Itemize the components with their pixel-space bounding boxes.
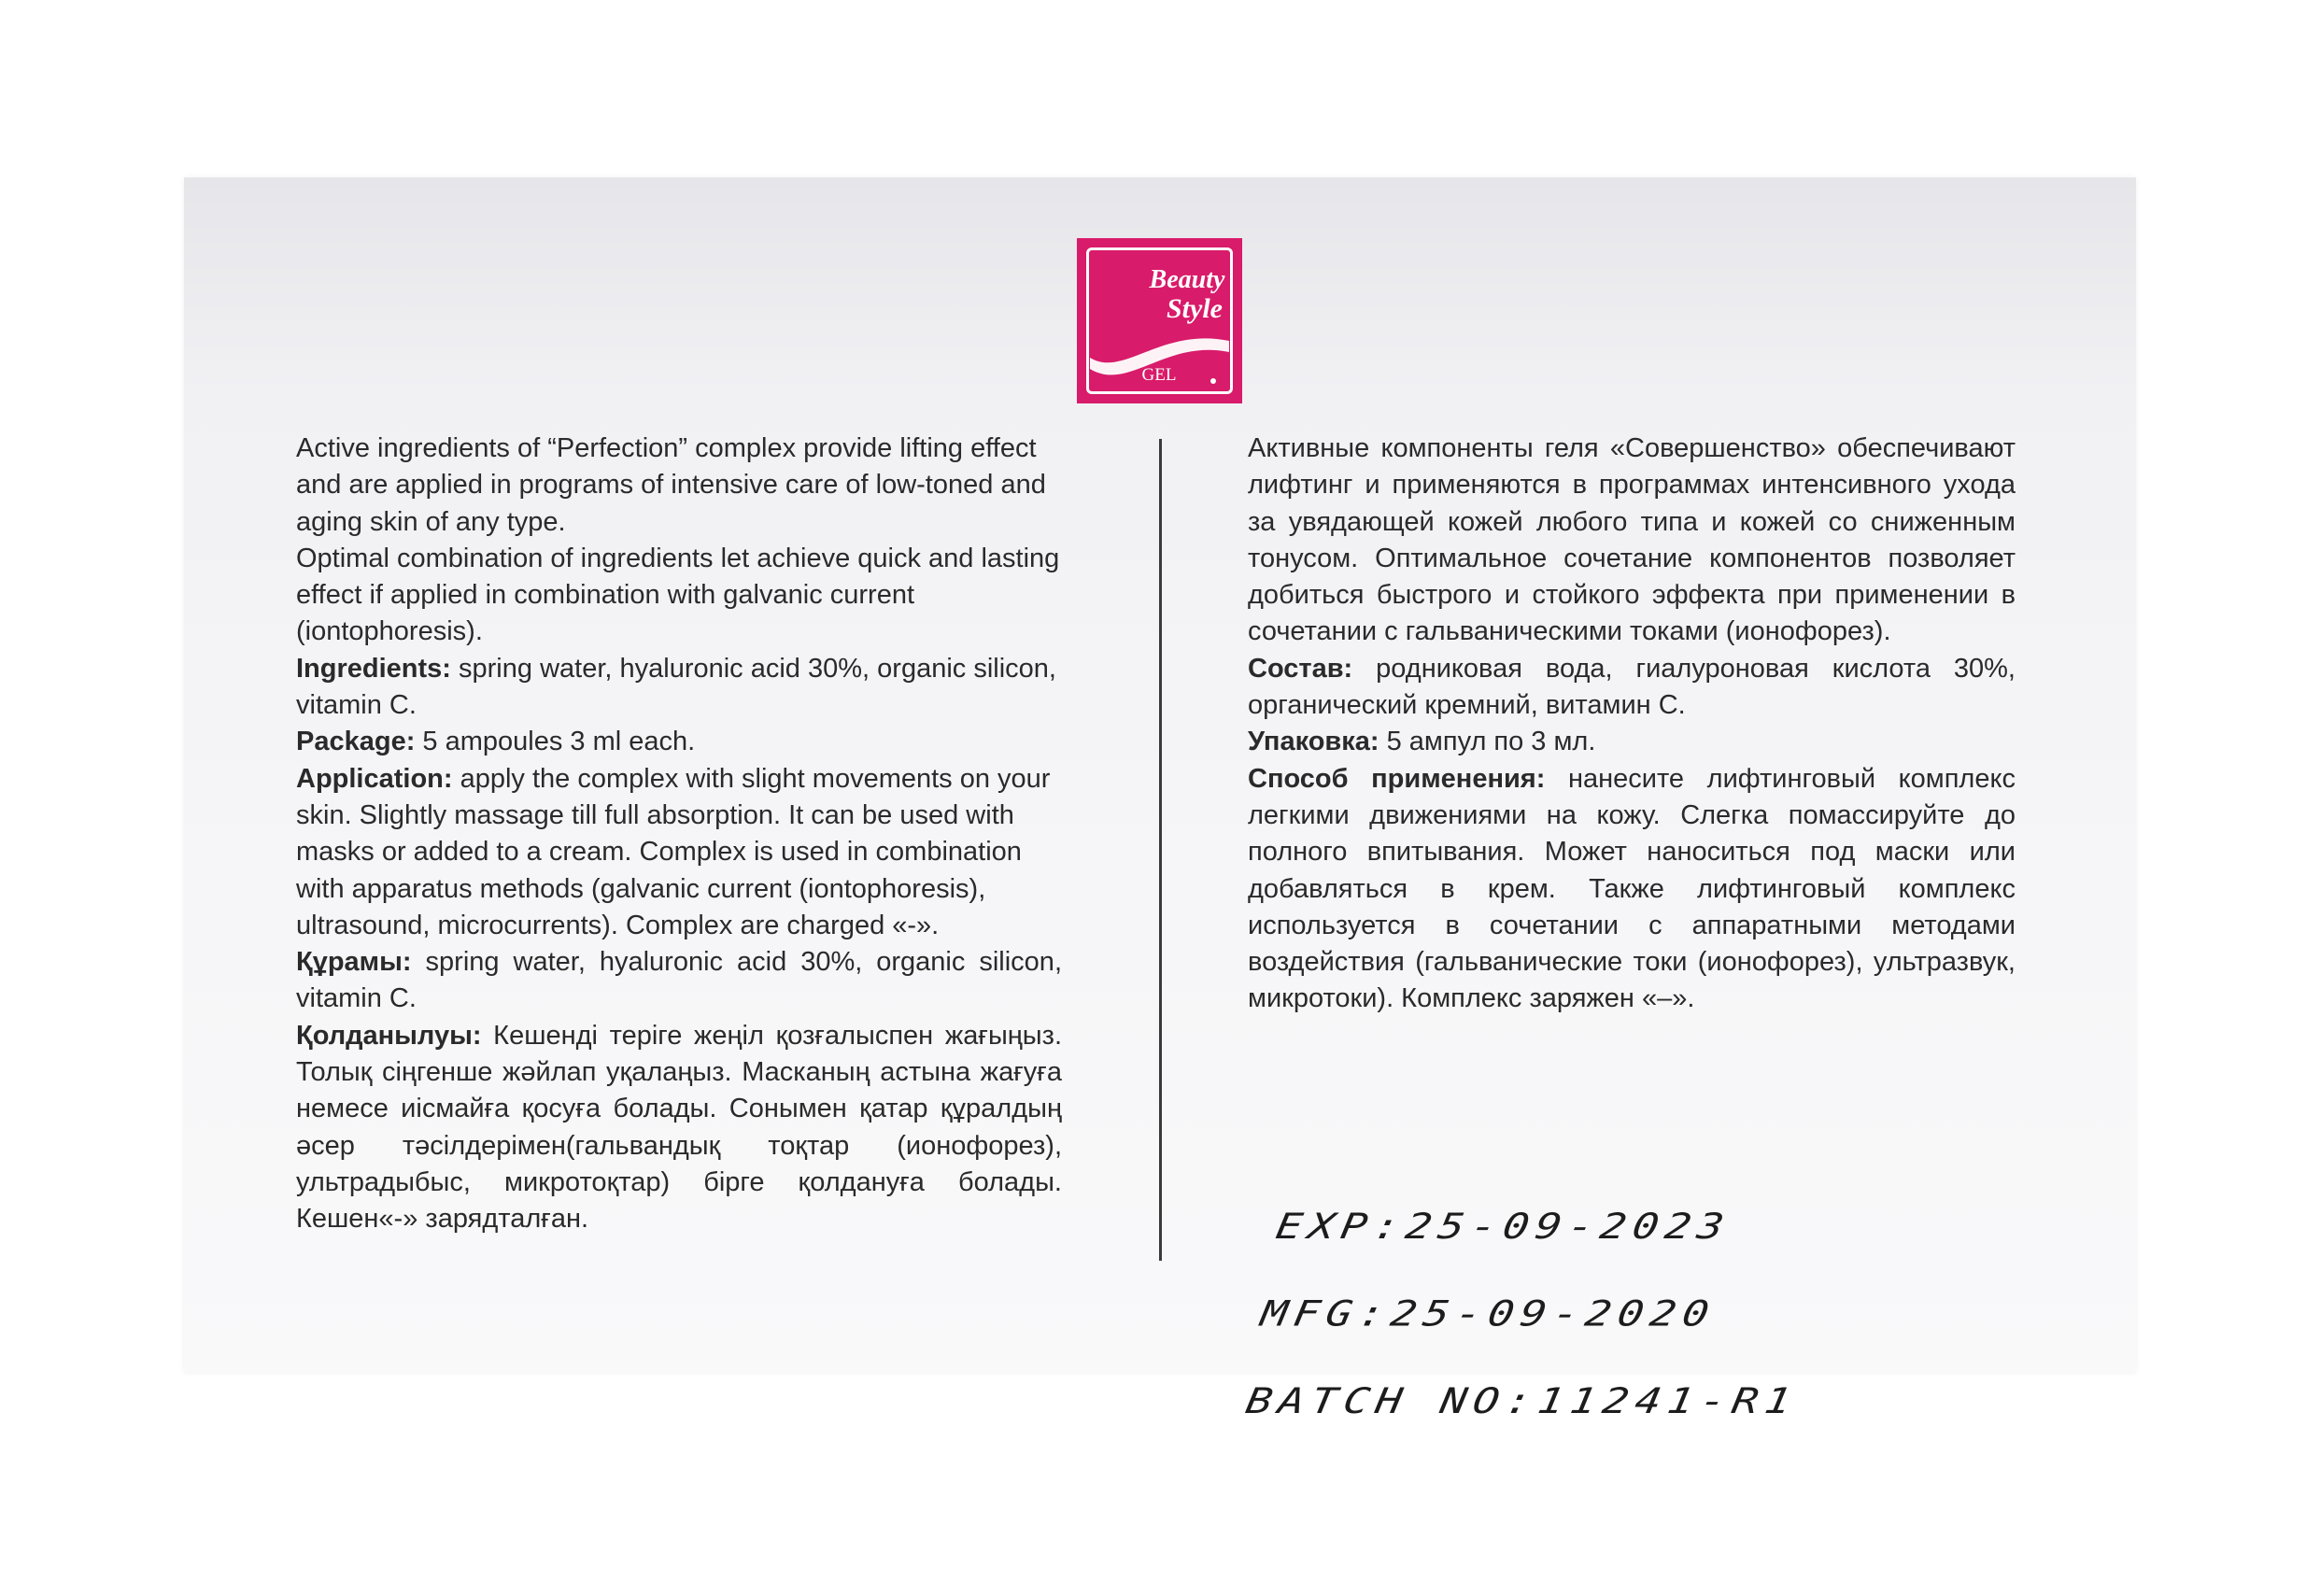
- english-application: [296, 761, 1062, 944]
- russian-usage: [1248, 761, 2016, 1018]
- ingredients-label: Ingredients:: [296, 653, 451, 684]
- logo-swoosh-icon: [1077, 238, 1242, 403]
- russian-composition-text: родниковая вода, гиалуроновая кислота 30%, органический кремний, витамин С.: [1248, 653, 2016, 721]
- logo-style-text: Style: [1167, 293, 1223, 324]
- application-text: apply the complex with slight movements on your skin. Slightly massage till full absorption. It can be used with masks or added to a cream. Complex is used in combination with apparatus methods (galvanic current (iontophoresis), ultrasound, microcurrents). Complex are charged «-».: [296, 763, 1051, 940]
- russian-package: [1248, 724, 2016, 760]
- kazakh-usage-text: Кешенді теріге жеңіл қозғалыспен жағыңыз. Толық сіңгенше жәйлап уқалаңыз. Масканың астына жағуға немесе иісмайға қосуға болады. Сонымен қатар құралдың әсер тәсілдерімен(гальвандық тоқтар (ионофорез), ультрадыбыс, микротоқтар) бірге қолдануға болады. Кешен«-» зарядталған.: [296, 1020, 1062, 1235]
- application-label: Application:: [296, 763, 453, 794]
- english-ingredients: [296, 651, 1062, 725]
- package-label: Package:: [296, 727, 416, 757]
- package-text: 5 ampoules 3 ml each.: [415, 727, 696, 757]
- russian-intro: Активные компоненты геля «Совершенство» обеспечивают лифтинг и применяются в программах интенсивного ухода за увядающей кожей любого типа и кожей со сниженным тонусом. Оптимальное сочетание компонентов позволяет добиться быстрого и стойкого эффекта при применении в сочетании с гальваническими токами (ионофорез).: [1248, 433, 2016, 647]
- kazakh-composition-label: Құрамы:: [296, 947, 412, 978]
- kazakh-usage-label: Қолданылуы:: [296, 1020, 482, 1051]
- russian-usage-label: Способ применения:: [1248, 763, 1546, 794]
- russian-composition-label: Состав:: [1248, 653, 1353, 684]
- russian-usage-text: нанесите лифтинговый комплекс легкими движениями на кожу. Слегка помассируйте до полного впитывания. Может наноситься под маски или добавляться в крем. Также лифтинговый комплекс используется в сочетании с аппаратными методами воздействия (гальванические токи (ионофорез), ультразвук, микротоки). Комплекс заряжен «–».: [1248, 763, 2016, 1014]
- expiry-date: EXP:25-09-2023: [1272, 1205, 1734, 1248]
- russian-composition: [1248, 651, 2016, 725]
- english-intro: Active ingredients of “Perfection” complex provide lifting effect and are applied in programs of intensive care of low-toned and aging skin of any type.: [296, 433, 1046, 537]
- english-optimal: Optimal combination of ingredients let achieve quick and lasting effect if applied in combination with galvanic current (iontophoresis).: [296, 543, 1060, 647]
- logo-gel-text: GEL: [1141, 365, 1177, 385]
- column-divider: [1159, 439, 1162, 1261]
- printed-codes: [1239, 1153, 1840, 1445]
- kazakh-usage: [296, 1018, 1062, 1238]
- logo-beauty-text: Beauty: [1149, 265, 1225, 294]
- english-package: [296, 724, 1062, 760]
- ingredients-text: spring water, hyaluronic acid 30%, organic silicon, vitamin C.: [296, 653, 1056, 721]
- russian-column: [1248, 431, 2016, 1018]
- batch-number: BATCH NO:11241-R1: [1242, 1379, 1802, 1421]
- russian-package-text: 5 ампул по 3 мл.: [1379, 727, 1596, 757]
- russian-package-label: Упаковка:: [1248, 727, 1379, 757]
- kazakh-composition: [296, 944, 1062, 1018]
- beauty-style-logo: [1077, 238, 1242, 403]
- english-kazakh-column: [296, 431, 1062, 1238]
- kazakh-composition-text: spring water, hyaluronic acid 30%, organic silicon, vitamin C.: [296, 947, 1062, 1014]
- manufacture-date: MFG:25-09-2020: [1257, 1292, 1719, 1335]
